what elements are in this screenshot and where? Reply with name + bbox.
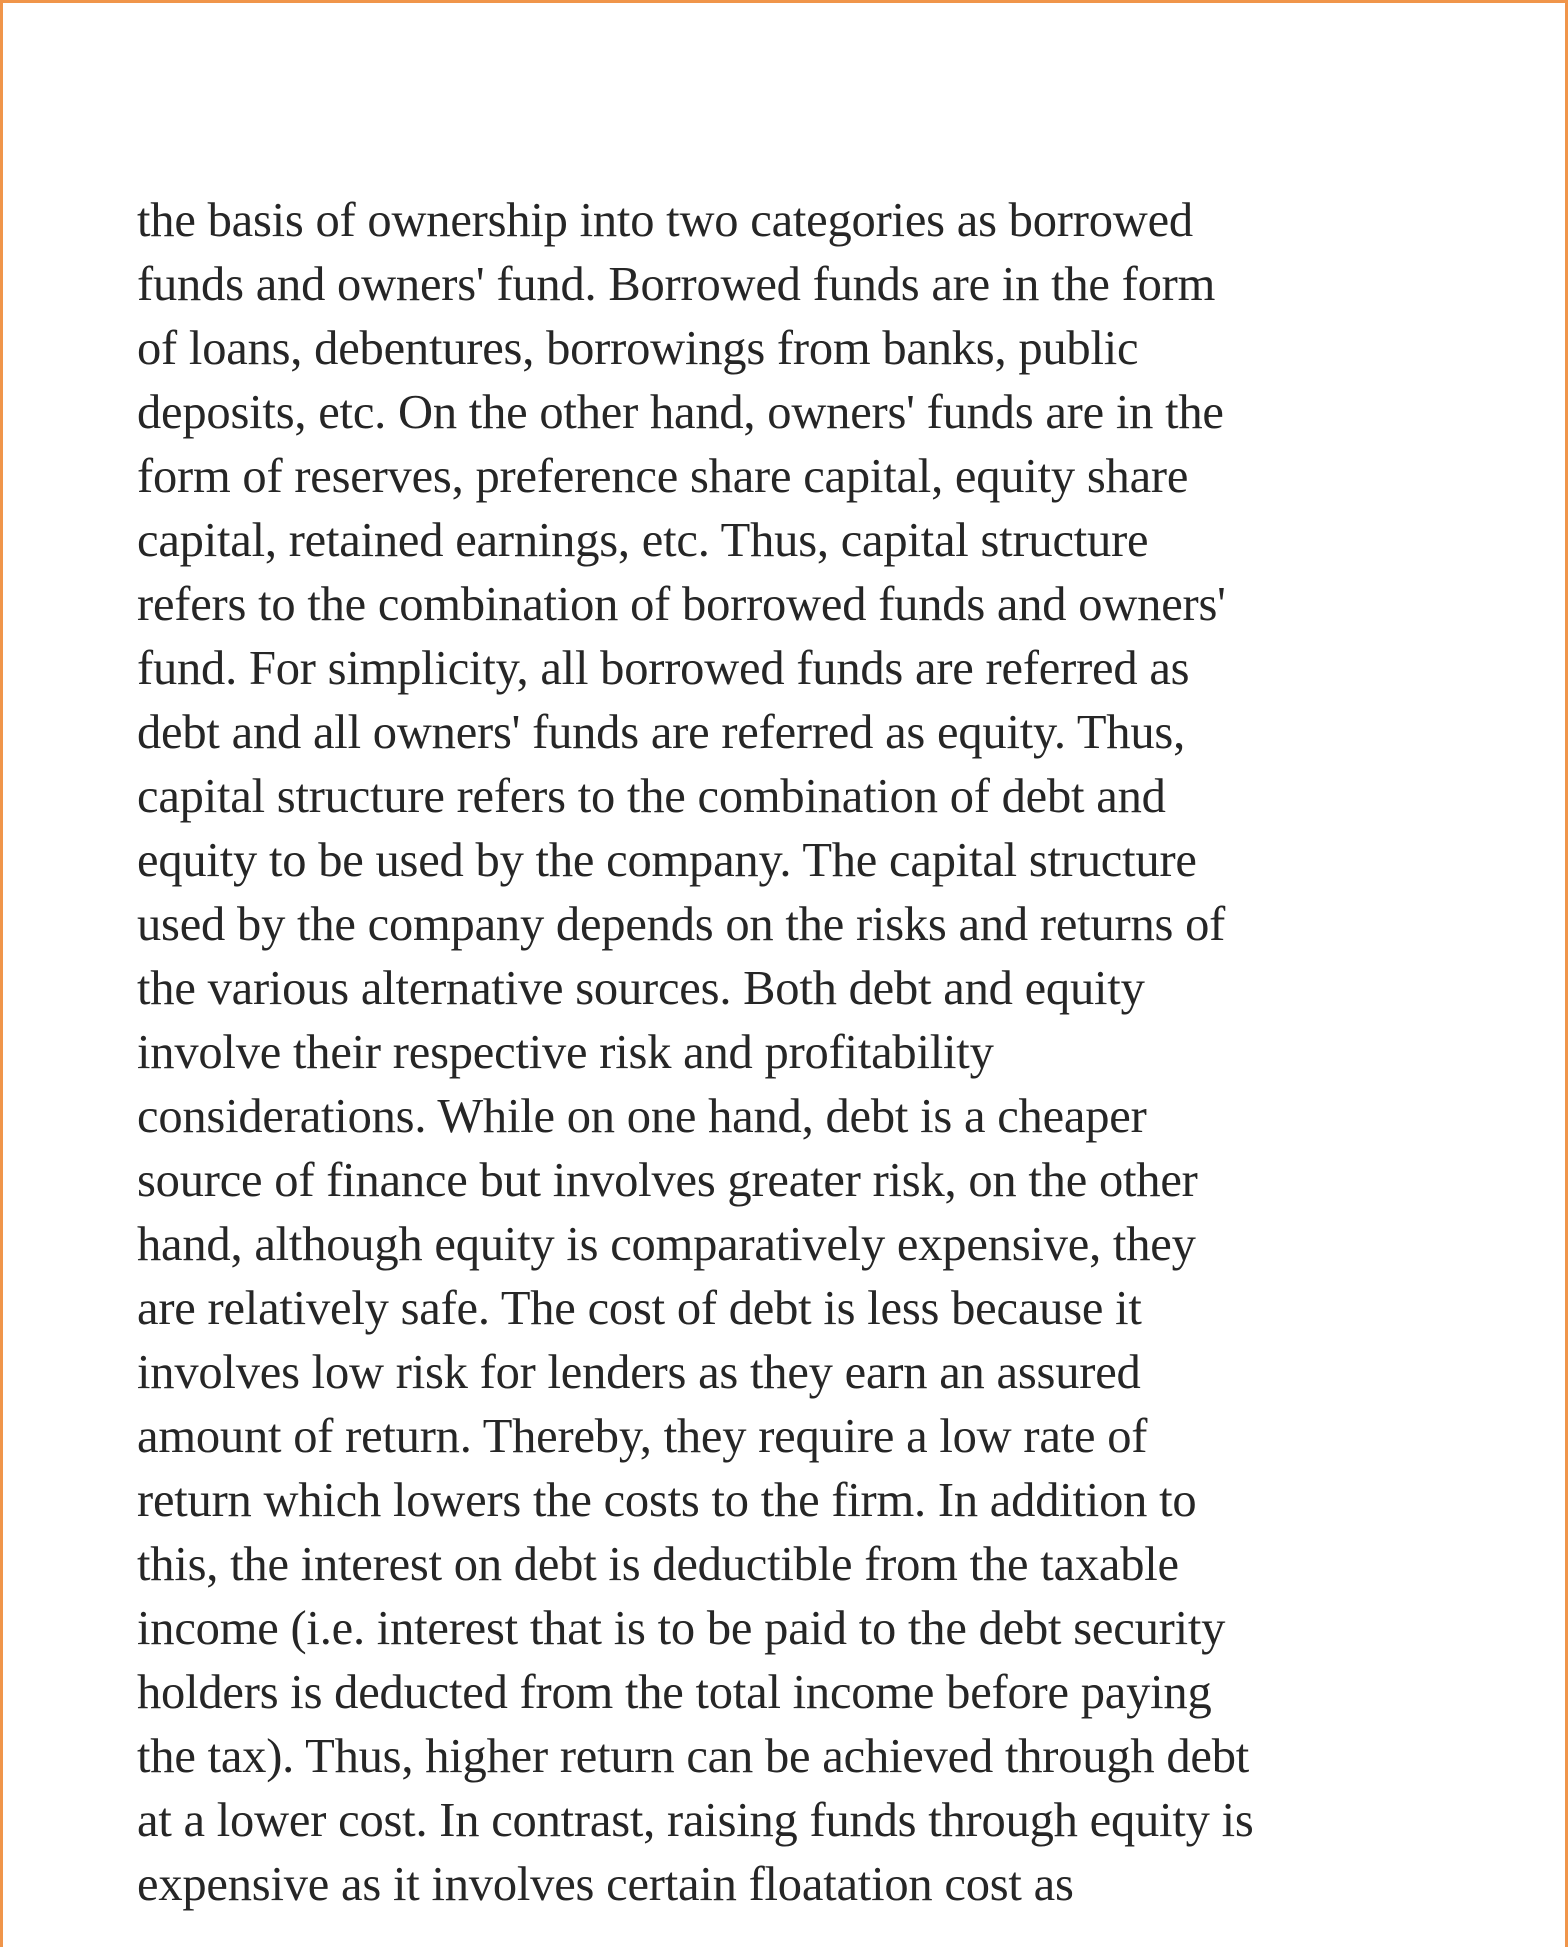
text-line: equity to be used by the company. The capital structure bbox=[137, 834, 1197, 887]
text-line: involve their respective risk and profitability bbox=[137, 1026, 994, 1079]
text-line: fund. For simplicity, all borrowed funds are referred as bbox=[137, 642, 1190, 695]
text-line: expensive as it involves certain floatation cost as bbox=[137, 1858, 1074, 1911]
text-line: this, the interest on debt is deductible from the taxable bbox=[137, 1538, 1179, 1591]
text-line: amount of return. Thereby, they require a low rate of bbox=[137, 1410, 1148, 1463]
text-line: hand, although equity is comparatively expensive, they bbox=[137, 1218, 1196, 1271]
text-line: form of reserves, preference share capital, equity share bbox=[137, 450, 1189, 503]
text-line: deposits, etc. On the other hand, owners' funds are in the bbox=[137, 386, 1224, 439]
text-line: income (i.e. interest that is to be paid to the debt security bbox=[137, 1602, 1226, 1655]
body-text bbox=[137, 189, 1537, 1917]
text-line: the tax). Thus, higher return can be achieved through debt bbox=[137, 1730, 1250, 1783]
text-line: source of finance but involves greater risk, on the other bbox=[137, 1154, 1198, 1207]
text-line: considerations. While on one hand, debt is a cheaper bbox=[137, 1090, 1147, 1143]
text-line: funds and owners' fund. Borrowed funds are in the form bbox=[137, 258, 1216, 311]
text-line: the various alternative sources. Both debt and equity bbox=[137, 962, 1145, 1015]
text-line: capital structure refers to the combination of debt and bbox=[137, 770, 1166, 823]
text-line: refers to the combination of borrowed funds and owners' bbox=[137, 578, 1226, 631]
text-line: the basis of ownership into two categories as borrowed bbox=[137, 194, 1193, 247]
text-line: capital, retained earnings, etc. Thus, capital structure bbox=[137, 514, 1149, 567]
text-line: debt and all owners' funds are referred as equity. Thus, bbox=[137, 706, 1186, 759]
text-line: return which lowers the costs to the firm. In addition to bbox=[137, 1474, 1197, 1527]
text-line: holders is deducted from the total income before paying bbox=[137, 1666, 1212, 1719]
text-line: at a lower cost. In contrast, raising funds through equity is bbox=[137, 1794, 1254, 1847]
text-line: of loans, debentures, borrowings from banks, public bbox=[137, 322, 1139, 375]
text-line: used by the company depends on the risks and returns of bbox=[137, 898, 1226, 951]
text-line: involves low risk for lenders as they earn an assured bbox=[137, 1346, 1141, 1399]
text-line: are relatively safe. The cost of debt is less because it bbox=[137, 1282, 1142, 1335]
